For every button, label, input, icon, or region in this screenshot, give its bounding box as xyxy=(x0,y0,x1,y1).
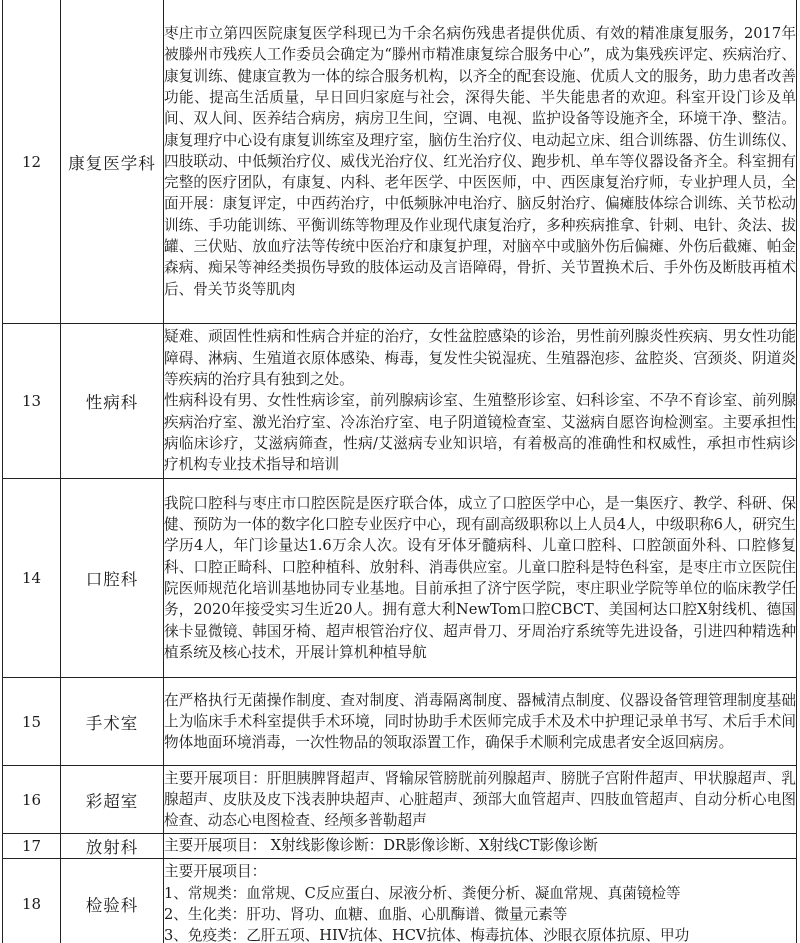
description-paragraph: 我院口腔科与枣庄市口腔医院是医疗联合体，成立了口腔医学中心，是一集医疗、教学、科研、保健、预防为一体的数字化口腔专业医疗中心，现有副高级职称以上人员4人，中级职称6人，研究生学历4人，年门诊量达1.6万余人次。设有牙体牙髓病科、儿童口腔科、口腔颌面外科、口腔修复科、口腔正畸科、口腔种植科、放射科、消毒供应室。儿童口腔科是特色科室，是枣庄市立医院住院医师规范化培训基地协同专业基地。目前承担了济宁医学院，枣庄职业学院等单位的临床教学任务，2020年接受实习生近20人。拥有意大利NewTom口腔CBCT、美国柯达口腔X射线机、德国徕卡显微镜、韩国牙椅、超声根管治疗仪、超声骨刀、牙周治疗系统等先进设备，引进四种精选种植系统及核心技术，开展计算机种植导航 xyxy=(164,494,796,661)
row-number: 17 xyxy=(3,834,61,859)
table-row xyxy=(3,766,797,834)
row-number: 15 xyxy=(3,678,61,766)
description-paragraph: 性病科设有男、女性性病诊室，前列腺病诊室、生殖整形诊室、妇科诊室、不孕不育诊室、前列腺疾病治疗室、激光治疗室、冷冻治疗室、电子阴道镜检查室、艾滋病自愿咨询检测室。主要承担性病临床诊疗，艾滋病筛查，性病/艾滋病专业知识培，有着极高的准确性和权威性，承担市性病诊疗机构专业技术指导和培训 xyxy=(164,392,796,474)
row-number: 16 xyxy=(3,766,61,834)
department-description xyxy=(164,479,797,678)
description-paragraph: 2、生化类：肝功、肾功、血糖、血脂、心肌酶谱、微量元素等 xyxy=(164,906,568,923)
row-number: 18 xyxy=(3,859,61,943)
department-name: 手术室 xyxy=(61,678,164,766)
description-paragraph: 主要开展项目：肝胆胰脾肾超声、肾输尿管膀胱前列腺超声、膀胱子宫附件超声、甲状腺超声、乳腺超声、皮肤及皮下浅表肿块超声、心脏超声、颈部大血管超声、四肢血管超声、自动分析心电图检查、动态心电图检查、经颅多普勒超声 xyxy=(164,769,796,830)
department-description xyxy=(164,766,797,834)
description-paragraph: 在严格执行无菌操作制度、查对制度、消毒隔离制度、器械清点制度、仪器设备管理管理制度基础上为临床手术科室提供手术环境，同时协助手术医师完成手术及术中护理记录单书写、术后手术间物体地面环境消毒，一次性物品的领取添置工作，确保手术顺利完成患者安全返回病房。 xyxy=(164,691,796,752)
description-paragraph: 主要开展项目： xyxy=(164,863,267,881)
table-row xyxy=(3,324,797,479)
department-description xyxy=(164,324,797,479)
table-row xyxy=(3,479,797,678)
department-name: 彩超室 xyxy=(61,766,164,834)
table-row xyxy=(3,0,797,324)
description-paragraph: 枣庄市立第四医院康复医学科现已为千余名病伤残患者提供优质、有效的精准康复服务，2017年被滕州市残疾人工作委员会确定为“滕州市精准康复综合服务中心”，成为集残疾评定、疾病治疗、康复训练、健康宣教为一体的综合服务机构，以齐全的配套设施、优质人文的服务，助力患者改善功能、提高生活质量，早日回归家庭与社会，深得失能、半失能患者的欢迎。科室开设门诊及单间、双人间、医养结合病房，病房卫生间，空调、电视、监护设备等设施齐全，环境干净、整洁。康复理疗中心设有康复训练室及理疗室，脑仿生治疗仪、电动起立床、组合训练器、仿生训练仪、四肢联动、中低频治疗仪、威伐光治疗仪、红光治疗仪、跑步机、单车等仪器设备齐全。科室拥有完整的医疗团队，有康复、内科、老年医学、中医医师，中、西医康复治疗师，专业护理人员，全面开展：康复评定，中西药治疗，中低频脉冲电治疗、脑反射治疗、偏瘫肢体综合训练、关节松动训练、手功能训练、平衡训练等物理及作业现代康复治疗，多种疾病推拿、针刺、电针、灸法、拔罐、三伏贴、放血疗法等传统中医治疗和康复护理，对脑卒中或脑外伤后偏瘫、外伤后截瘫、帕金森病、痴呆等神经类损伤导致的肢体运动及言语障碍，骨折、关节置换术后、手外伤及断肢再植术后、骨关节炎等肌肉 xyxy=(164,25,796,298)
table-row xyxy=(3,678,797,766)
department-name: 性病科 xyxy=(61,324,164,479)
department-description xyxy=(164,834,797,859)
department-name: 口腔科 xyxy=(61,479,164,678)
department-description xyxy=(164,859,797,943)
department-name: 康复医学科 xyxy=(61,0,164,324)
table-row xyxy=(3,859,797,943)
department-name: 放射科 xyxy=(61,834,164,859)
row-number: 13 xyxy=(3,324,61,479)
row-number: 12 xyxy=(3,0,61,324)
row-number: 14 xyxy=(3,479,61,678)
description-paragraph: 主要开展项目： X射线影像诊断：DR影像诊断、X射线CT影像诊断 xyxy=(164,837,598,855)
description-paragraph: 3、免疫类：乙肝五项、HIV抗体、HCV抗体、梅毒抗体、沙眼衣原体抗原、甲功 xyxy=(164,927,690,943)
table-row xyxy=(3,834,797,859)
description-paragraph: 1、常规类：血常规、C反应蛋白、尿液分析、粪便分析、凝血常规、真菌镜检等 xyxy=(164,884,681,902)
department-name: 检验科 xyxy=(61,859,164,943)
department-description xyxy=(164,678,797,766)
department-description xyxy=(164,0,797,324)
department-table xyxy=(2,0,797,943)
description-paragraph: 疑难、顽固性性病和性病合并症的治疗，女性盆腔感染的诊治，男性前列腺炎性疾病、男女性功能障碍、淋病、生殖道衣原体感染、梅毒，复发性尖锐湿疣、生殖器泡疹、盆腔炎、宫颈炎、阴道炎等疾病的治疗具有独到之处。 xyxy=(164,328,796,389)
